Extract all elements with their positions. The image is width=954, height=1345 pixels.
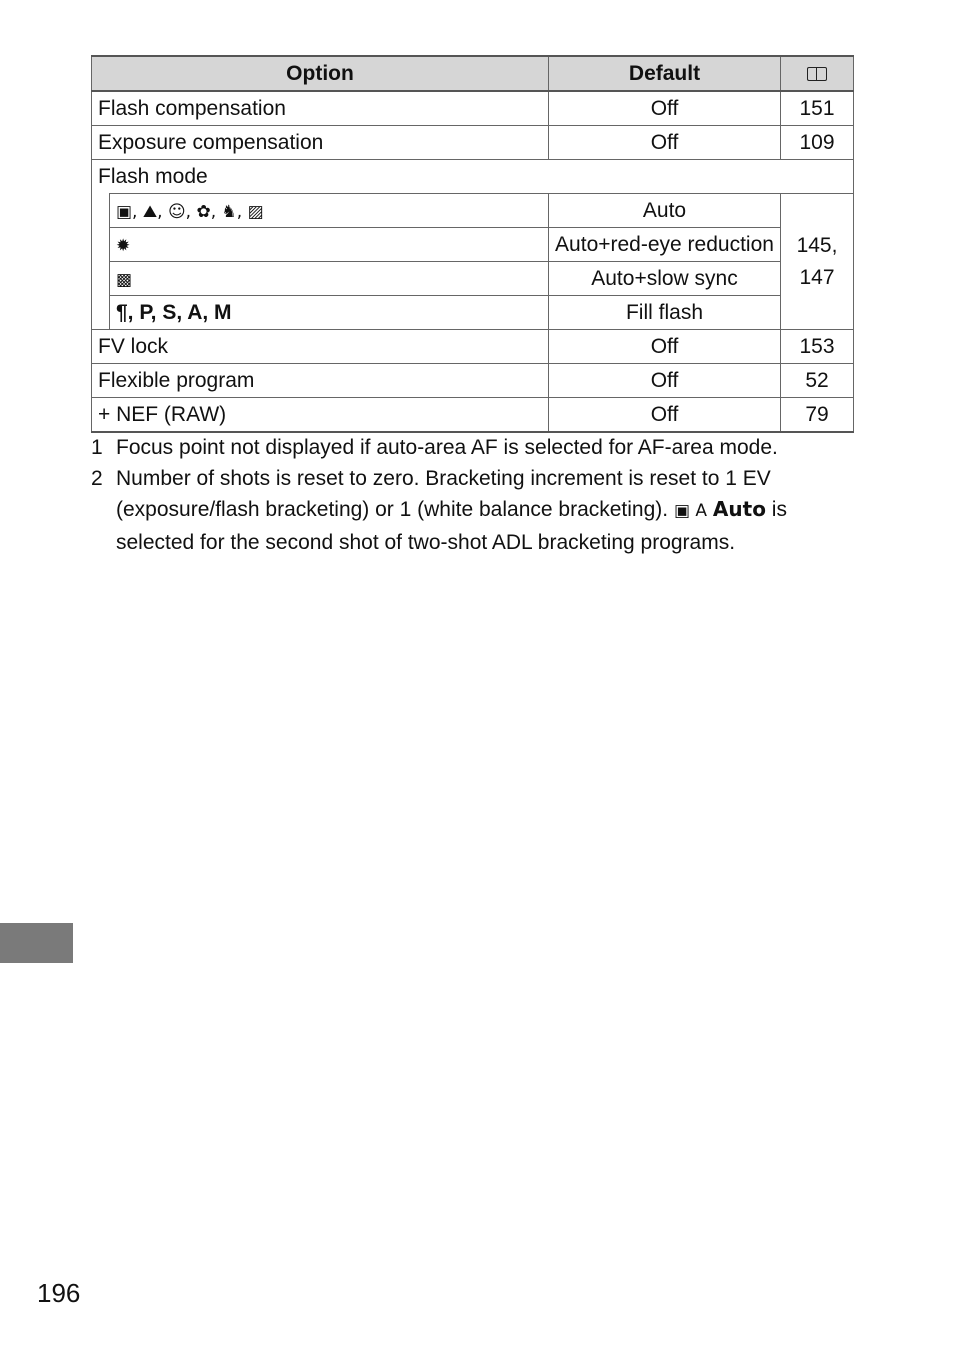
footnote (91, 432, 851, 463)
page-cell: 153 (781, 330, 854, 364)
food-psam-modes: ¶, P, S, A, M (116, 301, 232, 324)
table-row (92, 126, 854, 160)
footnote-text-after: is selected for the second shot of two-shot ADL bracketing programs. (116, 498, 787, 554)
page-cell: 109 (781, 126, 854, 160)
default-cell: Off (549, 364, 781, 398)
default-cell: Auto+red-eye reduction (549, 228, 781, 262)
default-cell: Auto (549, 194, 781, 228)
default-cell: Fill flash (549, 296, 781, 330)
mode-icons-cell (110, 228, 549, 262)
settings-table (91, 55, 854, 433)
table-row (92, 364, 854, 398)
section-tab (0, 923, 73, 963)
page-cell: 145, 147 (781, 194, 854, 330)
footnote-text: Focus point not displayed if auto-area AF is selected for AF-area mode. (116, 436, 778, 459)
default-cell: Auto+slow sync (549, 262, 781, 296)
table-row (92, 91, 854, 126)
footnote-number: 2 (91, 467, 103, 490)
scene-mode-icons: ▣, ⛰, ☺, ✿, ♞, ▨ (116, 202, 264, 222)
default-cell: Off (549, 91, 781, 126)
option-cell: FV lock (92, 330, 549, 364)
default-cell: Off (549, 398, 781, 433)
page-number: 196 (37, 1278, 81, 1308)
party-indoor-icon: ✹ (116, 236, 131, 256)
mode-icons-cell (110, 262, 549, 296)
option-cell: Exposure compensation (92, 126, 549, 160)
option-cell: Flexible program (92, 364, 549, 398)
table-row (92, 330, 854, 364)
adl-bracketing-icon: ▣ A (673, 501, 708, 521)
header-default: Default (549, 56, 781, 91)
page-cell: 151 (781, 91, 854, 126)
book-icon (806, 67, 828, 81)
table-row (92, 228, 854, 262)
table-row (92, 296, 854, 330)
page-cell: 52 (781, 364, 854, 398)
auto-setting-label: Auto (712, 497, 766, 521)
footnotes (91, 432, 851, 558)
default-cell: Off (549, 126, 781, 160)
flash-mode-row (92, 160, 854, 194)
footnote-number: 1 (91, 436, 103, 459)
mode-icons-cell (110, 296, 549, 330)
footnote-text (116, 463, 851, 558)
option-cell: Flash compensation (92, 91, 549, 126)
table-row (92, 194, 854, 228)
table-header (92, 56, 854, 91)
default-cell: Off (549, 330, 781, 364)
option-cell: + NEF (RAW) (92, 398, 549, 433)
mode-icons-cell (110, 194, 549, 228)
page-cell: 79 (781, 398, 854, 433)
night-portrait-icon: ▩ (116, 270, 133, 290)
table-row (92, 262, 854, 296)
footnote-text-before: Number of shots is reset to zero. Bracketing increment is reset to 1 EV (exposure/flash bracketing) or 1 (white balance bracketing). (116, 467, 771, 521)
header-page (781, 56, 854, 91)
header-option: Option (92, 56, 549, 91)
flash-mode-label: Flash mode (92, 160, 549, 194)
table-row (92, 398, 854, 433)
footnote (91, 463, 851, 558)
